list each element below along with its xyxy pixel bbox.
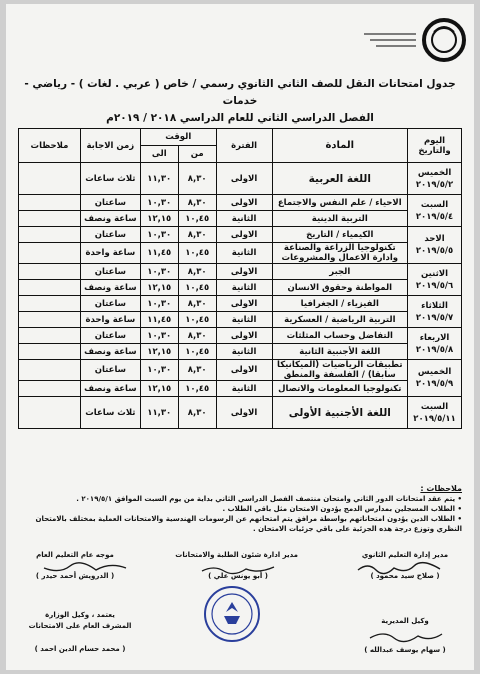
subject-cell: تكنولوجيا المعلومات والاتصال [272,381,408,397]
period-cell: الاولى [216,163,272,195]
time-from-cell: ١٠,٤٥ [178,280,216,296]
exam-schedule-table [18,128,462,429]
subject-cell: تطبيقات الرياضيات (الميكانيكا سابقا) / الفلسفة والمنطق [272,360,408,381]
time-from-cell: ٨,٣٠ [178,264,216,280]
day-date-cell [408,163,462,195]
notes-cell [19,211,81,227]
notes-cell [19,163,81,195]
time-to-cell: ١١,٣٠ [140,397,178,429]
time-to-cell: ١٠,٣٠ [140,227,178,243]
day-name: السبت [420,401,449,412]
period-cell: الثانية [216,211,272,227]
duration-cell: ساعتان [80,227,140,243]
time-to-cell: ١٠,٣٠ [140,328,178,344]
duration-cell: ساعتان [80,296,140,312]
day-date-cell [408,264,462,296]
day-date-cell [408,195,462,227]
time-from-cell: ٨,٣٠ [178,227,216,243]
period-cell: الاولى [216,360,272,381]
table-row [19,211,462,227]
period-cell: الاولى [216,227,272,243]
schedule-body [19,163,462,429]
header-subject: المادة [272,129,408,163]
signature-name: ( أبو يونس علي ) [208,572,268,580]
day-name: الاربعاء [419,332,450,343]
table-row [19,264,462,280]
time-to-cell: ١٠,٣٠ [140,360,178,381]
time-from-cell: ٨,٣٠ [178,195,216,211]
subject-cell: الفيزياء / الجغرافيا [272,296,408,312]
signature-name: ( الدرويش أحمد حيدر ) [35,572,115,580]
signature-ministry-deputy [20,610,140,655]
day-date-cell [408,227,462,264]
header-from: من [178,146,216,163]
table-row [19,312,462,328]
note-item: • الطلاب المسجلين بمدارس الدمج يؤدون الامتحان مثل باقي الطلاب . [222,505,462,513]
duration-cell: ساعتان [80,360,140,381]
day-date-cell [408,296,462,328]
exam-date: ٢٠١٩/٥/٦ [415,280,454,291]
notes-cell [19,280,81,296]
note-item: • يتم عقد امتحانات الدور الثاني وامتحان منتصف الفصل الدراسي الثاني بداية من يوم السبت الموافق ٢٠١٩/٥/١ . [76,495,462,503]
header-to: الى [140,146,178,163]
logo-icon [356,12,466,68]
exam-date: ٢٠١٩/٥/٩ [415,379,454,389]
time-to-cell: ١٢,١٥ [140,280,178,296]
table-row [19,163,462,195]
handwritten-signature [354,560,444,576]
title-line-2: الفصل الدراسي الثاني للعام الدراسي ٢٠١٨ / ٢٠١٩م [106,112,374,124]
subject-cell: المواطنة وحقوق الانسان [272,280,408,296]
notes-cell [19,243,81,264]
time-from-cell: ١٠,٤٥ [178,344,216,360]
time-from-cell: ٨,٣٠ [178,328,216,344]
subject-cell: التربية الرياضية / العسكرية [272,312,408,328]
notes-cell [19,360,81,381]
header-time: الوقت [140,129,216,146]
table-row [19,243,462,264]
exam-date: ٢٠١٩/٥/٤ [415,211,454,222]
day-date-cell [408,360,462,397]
duration-cell: ساعة واحدة [80,312,140,328]
duration-cell: ساعة ونصف [80,280,140,296]
notes-cell [19,195,81,211]
time-to-cell: ١١,٣٠ [140,163,178,195]
notes-cell [19,328,81,344]
header-row [19,129,462,146]
exam-date: ٢٠١٩/٥/٢ [415,179,454,190]
period-cell: الاولى [216,195,272,211]
time-from-cell: ٨,٣٠ [178,360,216,381]
period-cell: الاولى [216,328,272,344]
time-from-cell: ١٠,٤٥ [178,381,216,397]
subject-cell: الكيمياء / التاريخ [272,227,408,243]
duration-cell: ساعة ونصف [80,381,140,397]
time-from-cell: ٨,٣٠ [178,163,216,195]
time-to-cell: ١٢,١٥ [140,344,178,360]
period-cell: الثانية [216,280,272,296]
title-line-1: جدول امتحانات النقل للصف الثاني الثانوي رسمي / خاص ( عربي . لغات ) - رياضي - خدمات [24,78,456,107]
subject-cell: الجبر [272,264,408,280]
handwritten-signature [366,628,446,644]
time-from-cell: ١٠,٤٥ [178,312,216,328]
period-cell: الثانية [216,344,272,360]
time-from-cell: ٨,٣٠ [178,397,216,429]
table-row [19,227,462,243]
day-name: الخميس [417,167,452,178]
notes-cell [19,296,81,312]
day-name: الثلاثاء [421,300,448,311]
day-name: السبت [420,199,449,210]
subject-cell: اللغة الأجنبية الأولى [272,397,408,429]
period-cell: الاولى [216,264,272,280]
notes-cell [19,264,81,280]
exam-date: ٢٠١٩/٥/٨ [415,344,454,355]
time-from-cell: ٨,٣٠ [178,296,216,312]
document-title [16,76,464,127]
document-page [6,4,474,670]
subject-cell: اللغة الأجنبية الثانية [272,344,408,360]
time-from-cell: ١٠,٤٥ [178,211,216,227]
duration-cell: ثلاث ساعات [80,163,140,195]
handwritten-signature [198,562,278,576]
handwritten-signature [40,560,130,576]
signature-title: مدير إدارة التعليم الثانوي [361,551,449,559]
notes-heading: ملاحظات : [420,484,462,493]
header-period: الفترة [216,129,272,163]
day-name: الاثنين [421,268,449,279]
duration-cell: ساعة ونصف [80,211,140,227]
notes-cell [19,227,81,243]
signature-name: ( صلاح سيد محمود ) [370,572,440,580]
duration-cell: ساعتان [80,264,140,280]
signature-name: ( محمد حسام الدين احمد ) [34,645,126,653]
table-row [19,397,462,429]
signature-title: موجه عام التعليم العام [36,551,114,559]
signature-title: وكيل المديرية [381,617,429,625]
official-stamp [202,584,262,644]
duration-cell: ساعتان [80,328,140,344]
day-name: الخميس [417,367,452,377]
table-row [19,328,462,344]
exam-date: ٢٠١٩/٥/١١ [413,413,456,424]
header-duration: زمن الاجابة [80,129,140,163]
day-name: الاحد [424,234,445,244]
time-from-cell: ١٠,٤٥ [178,243,216,264]
period-cell: الاولى [216,296,272,312]
header-notes: ملاحظات [19,129,81,163]
duration-cell: ثلاث ساعات [80,397,140,429]
period-cell: الثانية [216,312,272,328]
notes-cell [19,397,81,429]
time-to-cell: ١٢,١٥ [140,381,178,397]
table-row [19,360,462,381]
subject-cell: تكنولوجيا الزراعة والصناعة وادارة الاعمال والمشروعات [272,243,408,264]
period-cell: الثانية [216,381,272,397]
notes-cell [19,381,81,397]
subject-cell: الاحياء / علم النفس والاجتماع [272,195,408,211]
table-row [19,344,462,360]
notes-cell [19,344,81,360]
time-to-cell: ١٠,٣٠ [140,195,178,211]
header-day: اليوم والتاريخ [408,129,462,163]
notes-section [18,484,462,534]
time-to-cell: ١٠,٣٠ [140,296,178,312]
subject-cell: التفاضل وحساب المثلثات [272,328,408,344]
signature-title: يعتمد ، وكيل الوزارة [45,611,115,619]
exam-date: ٢٠١٩/٥/٥ [415,246,454,256]
table-row [19,195,462,211]
duration-cell: ساعة واحدة [80,243,140,264]
table-row [19,296,462,312]
note-item: • الطلاب الذين يؤدون امتحاناتهم بواسطة مرافق يتم امتحانهم عن الرسومات الهندسية والامتحانات العملية بمختلف بالامتحان النظري وتوزع درجة هذه الجزئية على باقي جزئيات الامتحان . [35,515,462,533]
notes-cell [19,312,81,328]
signature-title: مدير ادارة شئون الطلبة والامتحانات [175,551,298,559]
time-to-cell: ١١,٤٥ [140,243,178,264]
duration-cell: ساعتان [80,195,140,211]
day-date-cell [408,328,462,360]
time-to-cell: ١١,٤٥ [140,312,178,328]
table-row [19,381,462,397]
ministry-logo [356,12,466,68]
time-to-cell: ١٠,٣٠ [140,264,178,280]
signature-name: ( سهام يوسف عبدالله ) [364,646,446,654]
period-cell: الاولى [216,397,272,429]
period-cell: الثانية [216,243,272,264]
signature-subtitle: المشرف العام على الامتحانات [28,622,132,630]
day-date-cell [408,397,462,429]
duration-cell: ساعة ونصف [80,344,140,360]
table-row [19,280,462,296]
time-to-cell: ١٢,١٥ [140,211,178,227]
exam-date: ٢٠١٩/٥/٧ [415,312,454,323]
subject-cell: اللغة العربية [272,163,408,195]
subject-cell: التربية الدينية [272,211,408,227]
